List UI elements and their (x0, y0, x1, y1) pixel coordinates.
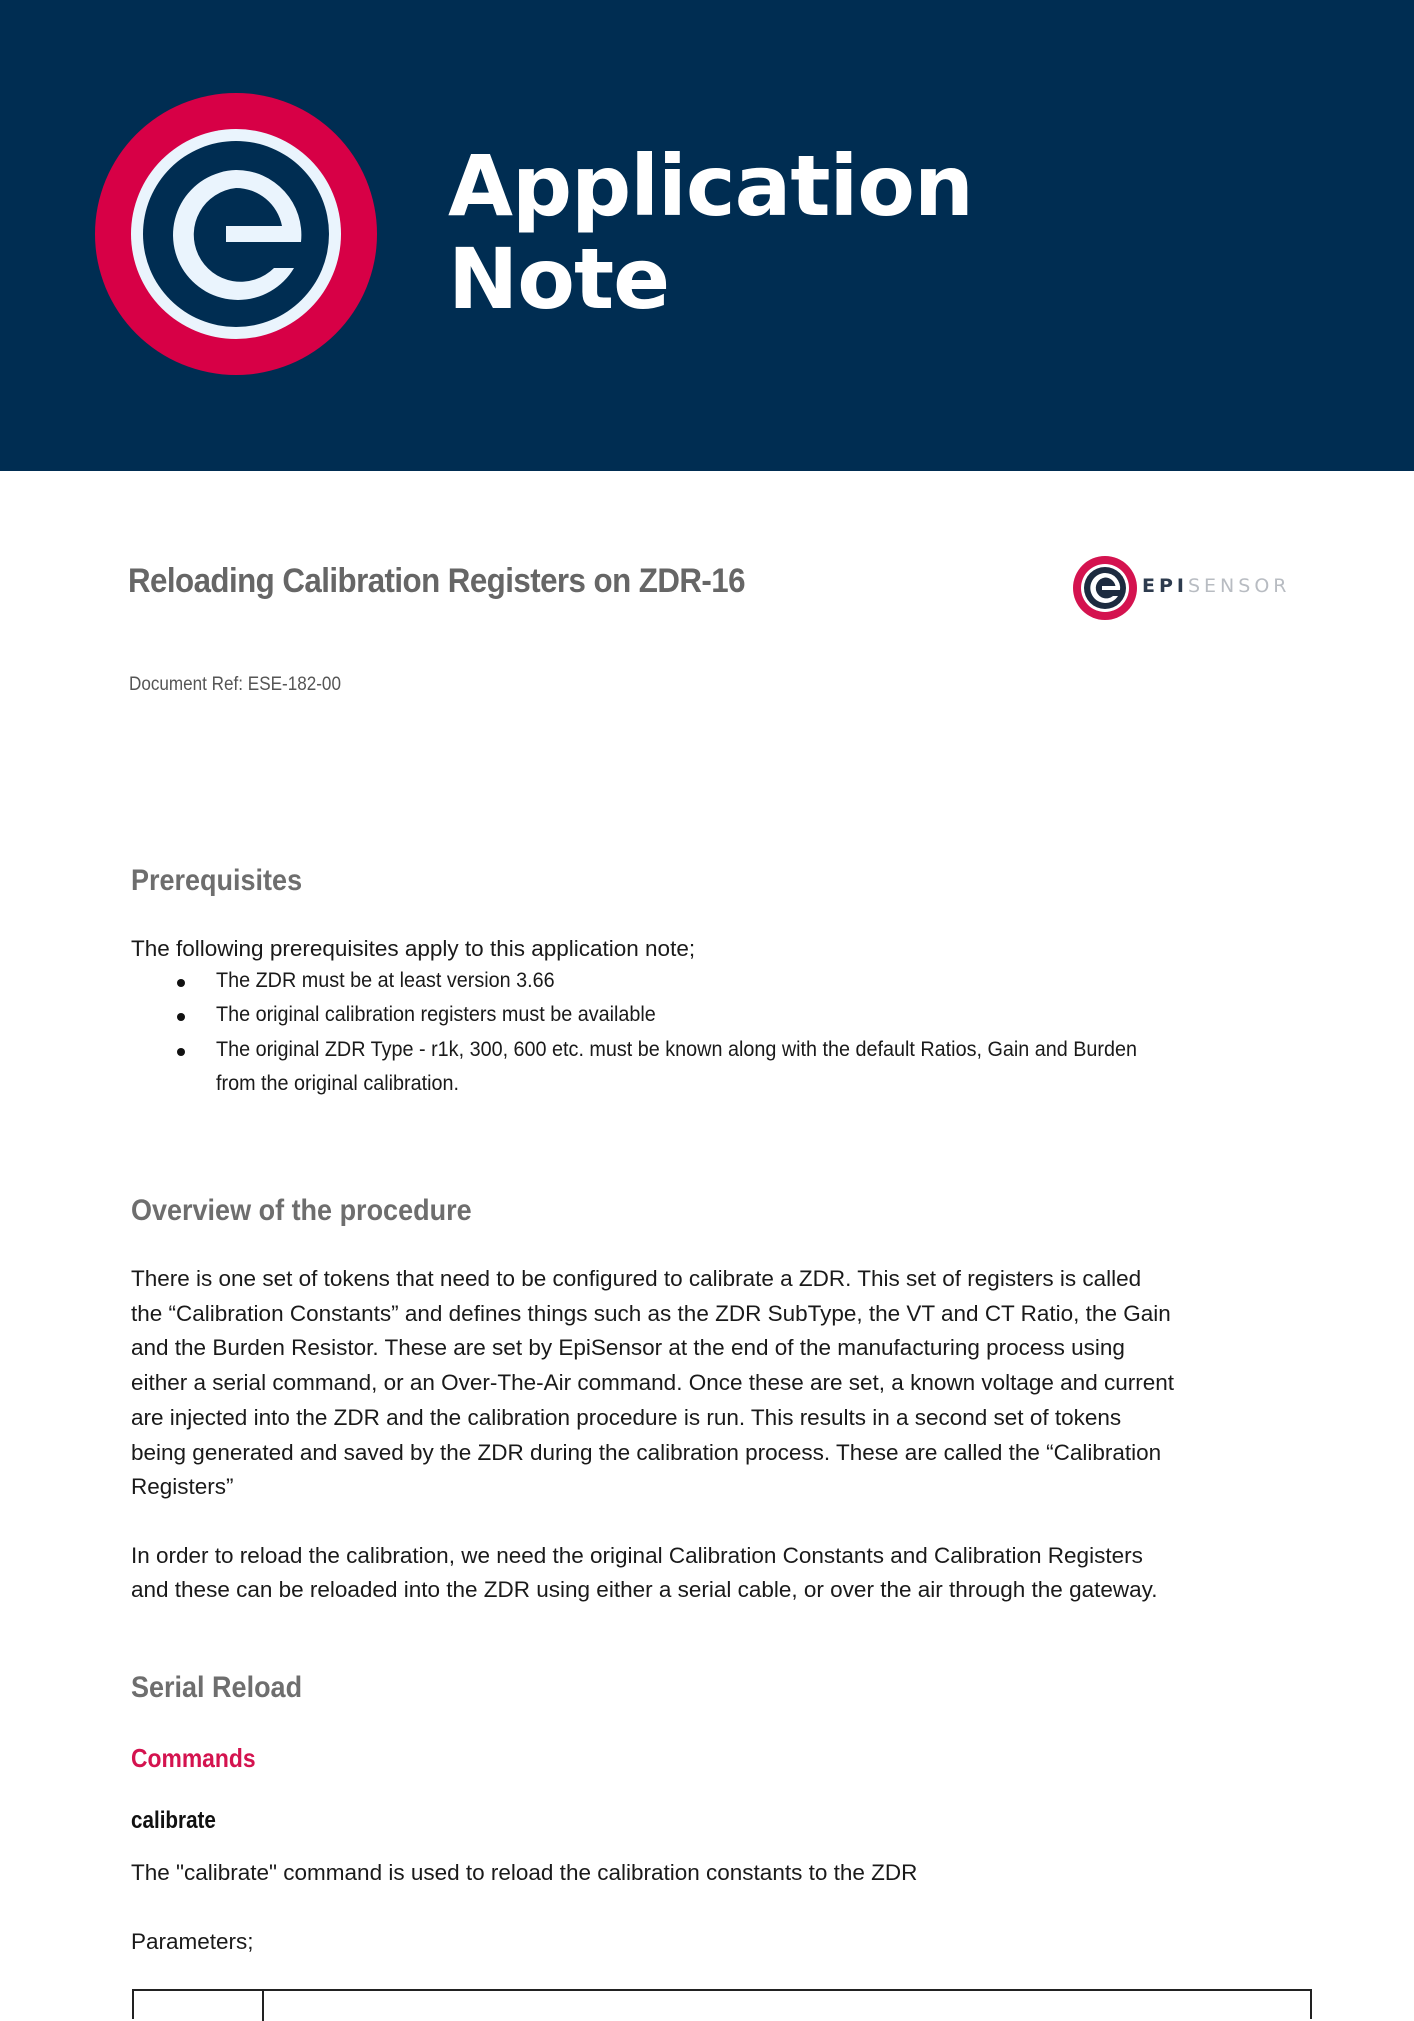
cover-banner (0, 0, 1414, 471)
overview-paragraph-line: either a serial command, or an Over-The-Air command. Once these are set, a known voltage and current (131, 1370, 1174, 1395)
command-description: The "calibrate" command is used to reload the calibration constants to the ZDR (131, 1860, 918, 1885)
overview-paragraph-line: Registers” (131, 1474, 234, 1499)
prerequisite-item-continuation: from the original calibration. (216, 1071, 459, 1095)
brand-epi: EPI (1142, 575, 1188, 597)
banner-title (448, 137, 973, 328)
command-name: calibrate (131, 1807, 216, 1834)
overview-paragraph-line: and the Burden Resistor. These are set by EpiSensor at the end of the manufacturing process using (131, 1335, 1125, 1360)
prerequisites-heading: Prerequisites (131, 864, 303, 897)
overview-paragraph-line: the “Calibration Constants” and defines things such as the ZDR SubType, the VT and CT Ratio, the Gain (131, 1301, 1171, 1326)
parameters-table (132, 1989, 1312, 2019)
overview-paragraph-line: are injected into the ZDR and the calibration procedure is run. This results in a second set of tokens (131, 1405, 1122, 1430)
table-column-divider (262, 1991, 264, 2021)
overview-heading: Overview of the procedure (131, 1194, 472, 1227)
prerequisite-item: The ZDR must be at least version 3.66 (216, 968, 555, 992)
episensor-logo-icon (94, 92, 378, 376)
brand-wordmark (1142, 575, 1290, 597)
brand-sensor: SENSOR (1187, 575, 1291, 597)
overview-paragraph2-line: and these can be reloaded into the ZDR using either a serial cable, or over the air through the gateway. (131, 1577, 1158, 1602)
bullet-icon (177, 979, 185, 987)
bullet-icon (177, 1048, 185, 1056)
overview-paragraph2-line: In order to reload the calibration, we need the original Calibration Constants and Calibration Registers (131, 1543, 1143, 1568)
document-ref: Document Ref: ESE-182-00 (129, 674, 341, 695)
banner-title-line1: Application (448, 137, 973, 235)
banner-title-line2: Note (448, 230, 670, 328)
parameters-label: Parameters; (131, 1929, 254, 1954)
episensor-small-logo-icon (1071, 554, 1139, 622)
document-title: Reloading Calibration Registers on ZDR-16 (128, 562, 745, 600)
prerequisites-intro: The following prerequisites apply to this application note; (131, 936, 696, 961)
prerequisite-item: The original ZDR Type - r1k, 300, 600 etc. must be known along with the default Ratios, Gain and Burden (216, 1037, 1138, 1061)
prerequisite-item: The original calibration registers must be available (216, 1002, 656, 1026)
bullet-icon (177, 1013, 185, 1021)
serial-reload-heading: Serial Reload (131, 1671, 303, 1704)
overview-paragraph-line: There is one set of tokens that need to be configured to calibrate a ZDR. This set of registers is called (131, 1266, 1142, 1291)
overview-paragraph-line: being generated and saved by the ZDR during the calibration process. These are called the “Calibration (131, 1440, 1162, 1465)
commands-subheading: Commands (131, 1743, 256, 1773)
